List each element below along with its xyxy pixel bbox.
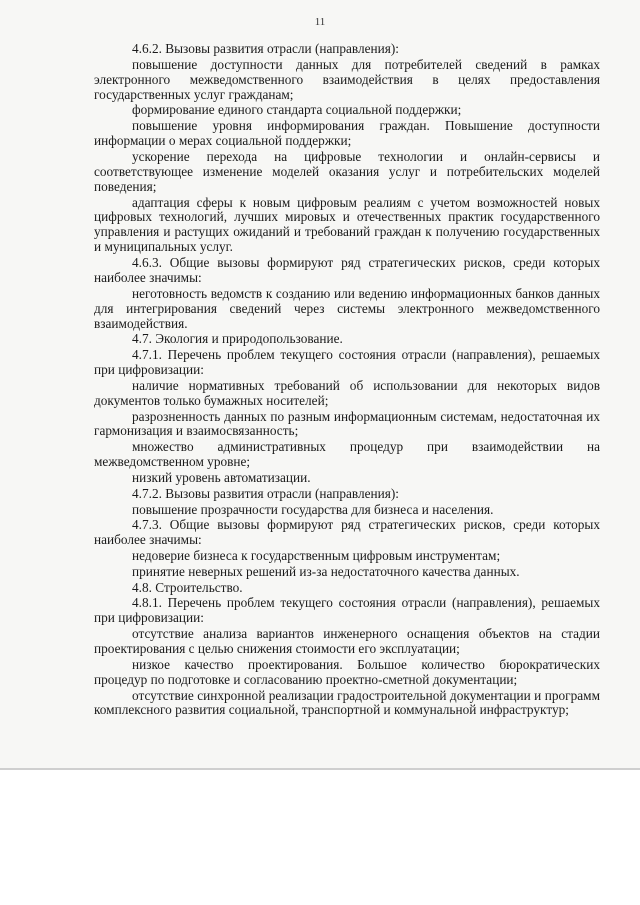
paragraph: адаптация сферы к новым цифровым реалиям с учетом возможностей новых цифровых технологий, лучших мировых и отечественных практик государственного управления и растущих ожиданий и требований граждан к получению государственных и муниципальных услуг. <box>94 194 600 255</box>
paragraph: неготовность ведомств к созданию или ведению информационных банков данных для интегрирования сведений через системы электронного межведомственного взаимодействия. <box>94 285 600 331</box>
paragraph: множество административных процедур при взаимодействии на межведомственном уровне; <box>94 439 600 470</box>
paragraph: повышение прозрачности государства для бизнеса и населения. <box>132 501 494 517</box>
paragraph: повышение уровня информирования граждан. Повышение доступности информации о мерах социальной поддержки; <box>94 118 600 149</box>
section-heading-4-7: 4.7. Экология и природопользование. <box>132 331 343 347</box>
paragraph-4-7-1: 4.7.1. Перечень проблем текущего состояния отрасли (направления), решаемых при цифровизации: <box>94 347 600 378</box>
paragraph: наличие нормативных требований об использовании для некоторых видов документов только бумажных носителей; <box>94 377 600 408</box>
paragraph: ускорение перехода на цифровые технологии и онлайн-сервисы и соответствующее изменение моделей оказания услуг и потребительских моделей поведения; <box>94 148 600 194</box>
paragraph: принятие неверных решений из-за недостаточного качества данных. <box>132 563 520 579</box>
paragraph-4-7-2: 4.7.2. Вызовы развития отрасли (направления): <box>132 485 399 501</box>
paragraph-4-8-1: 4.8.1. Перечень проблем текущего состояния отрасли (направления), решаемых при цифровизации: <box>94 595 600 626</box>
paragraph: разрозненность данных по разным информационным системам, недостаточная их гармонизация и взаимосвязанность; <box>94 408 600 439</box>
paragraph-4-7-3: 4.7.3. Общие вызовы формируют ряд стратегических рисков, среди которых наиболее значимы: <box>94 517 600 548</box>
paragraph: недоверие бизнеса к государственным цифровым инструментам; <box>132 548 501 564</box>
document-body <box>94 42 600 719</box>
section-heading-4-8: 4.8. Строительство. <box>132 579 243 595</box>
paragraph: отсутствие синхронной реализации градостроительной документации и программ комплексного развития социальной, транспортной и коммунальной инфраструктур; <box>94 687 600 718</box>
paragraph: формирование единого стандарта социальной поддержки; <box>132 102 462 118</box>
paragraph: отсутствие анализа вариантов инженерного оснащения объектов на стадии проектирования с целью снижения стоимости его эксплуатации; <box>94 626 600 657</box>
paragraph: повышение доступности данных для потребителей сведений в рамках электронного межведомственного взаимодействия в целях предоставления государственных услуг гражданам; <box>94 56 600 102</box>
paragraph: низкое качество проектирования. Большое количество бюрократических процедур по подготовке и согласованию проектно-сметной документации; <box>94 656 600 687</box>
paragraph-4-6-2-heading: 4.6.2. Вызовы развития отрасли (направления): <box>132 41 399 56</box>
paragraph-4-6-3: 4.6.3. Общие вызовы формируют ряд стратегических рисков, среди которых наиболее значимы: <box>94 255 600 285</box>
page-number: 11 <box>314 16 326 28</box>
paragraph: низкий уровень автоматизации. <box>132 469 311 485</box>
